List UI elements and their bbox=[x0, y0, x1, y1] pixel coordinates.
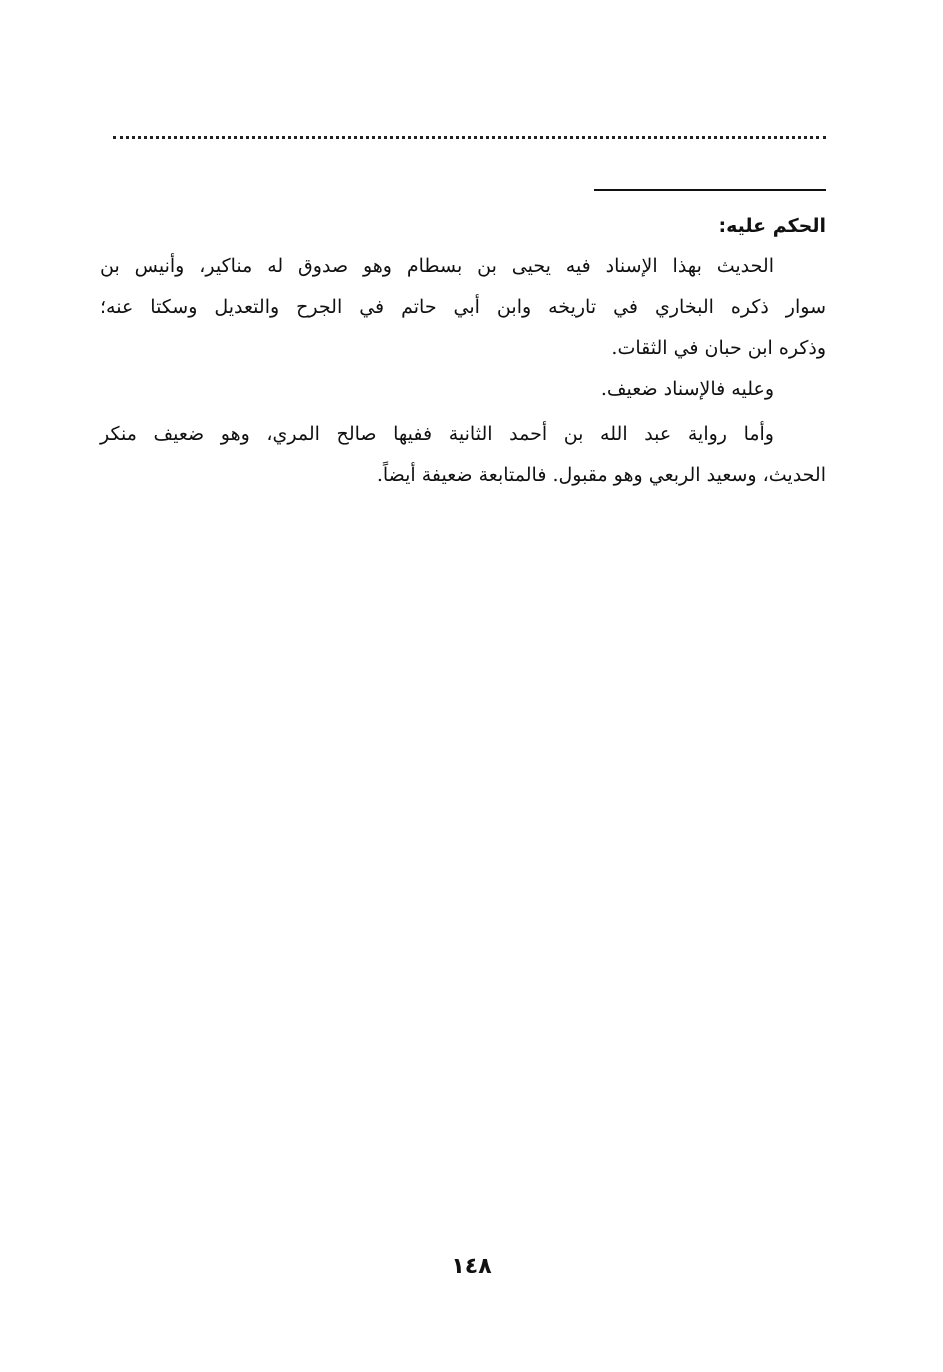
dotted-separator bbox=[113, 136, 826, 139]
paragraph-line: وذكره ابن حبان في الثقات. bbox=[611, 337, 826, 359]
section-heading: الحكم عليه: bbox=[718, 215, 826, 237]
main-text bbox=[100, 206, 826, 496]
page-number: ١٤٨ bbox=[451, 1254, 492, 1279]
paragraph-conclusion bbox=[100, 369, 826, 410]
paragraph-line: وعليه فالإسناد ضعيف. bbox=[600, 378, 774, 400]
paragraph-line: الحديث بهذا الإسناد فيه يحيى بن بسطام وهو صدوق له مناكير، وأنيس بن bbox=[100, 255, 774, 277]
section-rule bbox=[594, 189, 826, 191]
paragraph-line: سوار ذكره البخاري في تاريخه وابن أبي حاتم في الجرح والتعديل وسكتا عنه؛ bbox=[100, 296, 826, 318]
paragraph-second-narration bbox=[100, 414, 826, 496]
paragraph-line: الحديث، وسعيد الربعي وهو مقبول. فالمتابعة ضعيفة أيضاً. bbox=[376, 464, 826, 486]
paragraph-line: وأما رواية عبد الله بن أحمد الثانية ففيها صالح المري، وهو ضعيف منكر bbox=[100, 423, 774, 445]
paragraph-narration-status bbox=[100, 246, 826, 369]
